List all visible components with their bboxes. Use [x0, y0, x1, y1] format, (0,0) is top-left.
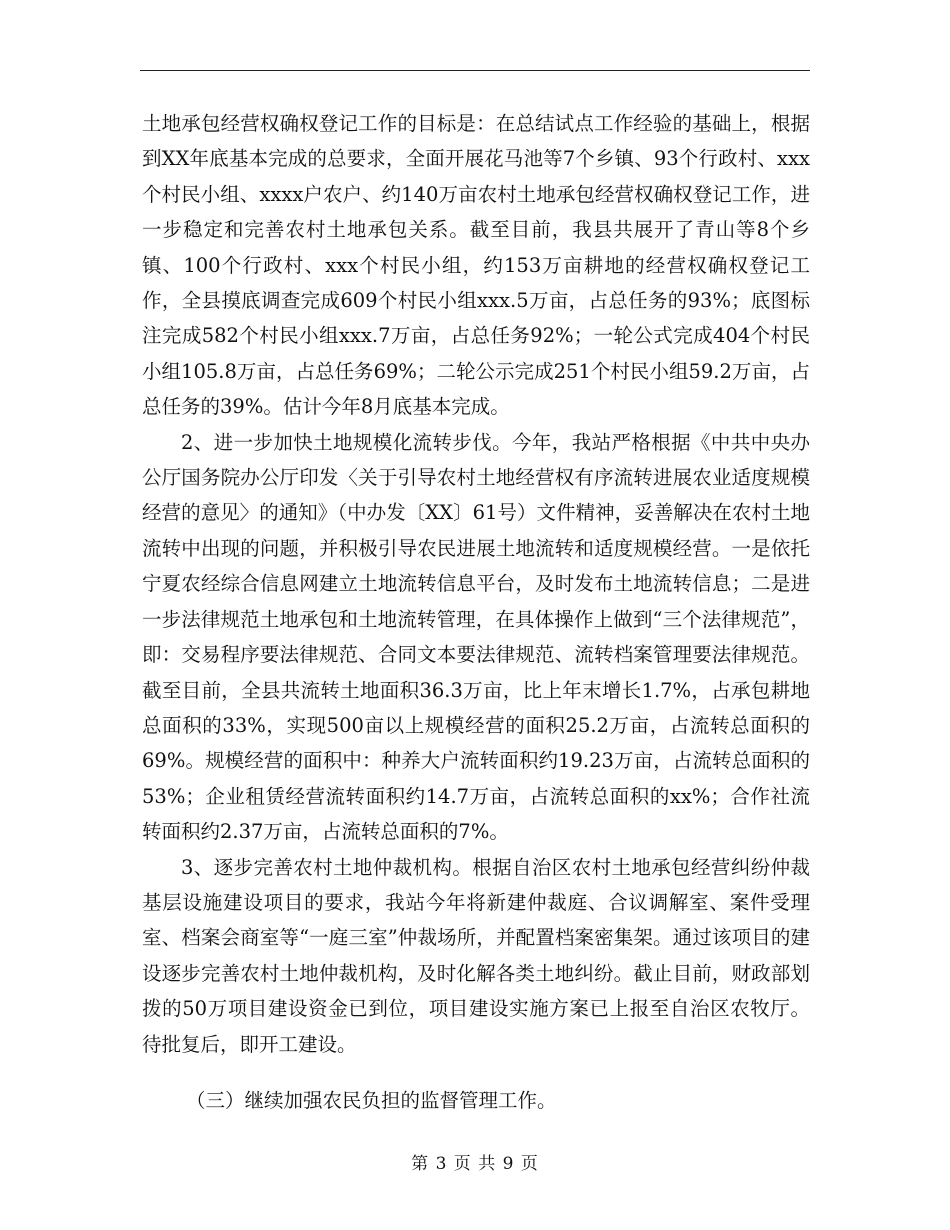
body-paragraph: 2、进一步加快土地规模化流转步伐。今年，我站严格根据《中共中央办公厅国务院办公厅印发〈关于引导农村土地经营权有序流转进展农业适度规模经营的意见〉的通知》（中办发〔XX〕61号）文件精神，妥善解决在农村土地流转中出现的问题，并积极引导农民进展土地流转和适度规模经营。一是依托宁夏农经综合信息网建立土地流转信息平台，及时发布土地流转信息；二是进一步法律规范土地承包和土地流转管理，在具体操作上做到“三个法律规范”，即：交易程序要法律规范、合同文本要法律规范、流转档案管理要法律规范。截至目前，全县共流转土地面积36.3万亩，比上年末增长1.7%，占承包耕地总面积的33%，实现500亩以上规模经营的面积25.2万亩，占流转总面积的69%。规模经营的面积中：种养大户流转面积约19.23万亩，占流转总面积的53%；企业租赁经营流转面积约14.7万亩，占流转总面积的xx%；合作社流转面积约2.37万亩，占流转总面积的7%。: [142, 430, 810, 844]
body-paragraph: 土地承包经营权确权登记工作的目标是：在总结试点工作经验的基础上，根据到XX年底基本完成的总要求，全面开展花马池等7个乡镇、93个行政村、xxx个村民小组、xxxx户农户、约140万亩农村土地承包经营权确权登记工作，进一步稳定和完善农村土地承包关系。截至目前，我县共展开了青山等8个乡镇、100个行政村、xxx个村民小组，约153万亩耕地的经营权确权登记工作，全县摸底调查完成609个村民小组xxx.5万亩，占总任务的93%；底图标注完成582个村民小组xxx.7万亩，占总任务92%；一轮公式完成404个村民小组105.8万亩，占总任务69%；二轮公示完成251个村民小组59.2万亩，占总任务的39%。估计今年8月底基本完成。: [142, 112, 810, 419]
body-paragraph: 3、逐步完善农村土地仲裁机构。根据自治区农村土地承包经营纠纷仲裁基层设施建设项目的要求，我站今年将新建仲裁庭、合议调解室、案件受理室、档案会商室等“一庭三室”仲裁场所，并配置档案密集架。通过该项目的建设逐步完善农村土地仲裁机构，及时化解各类土地纠纷。截止目前，财政部划拨的50万项目建设资金已到位，项目建设实施方案已上报至自治区农牧厅。待批复后，即开工建设。: [142, 855, 810, 1056]
document-body: [142, 106, 810, 1062]
page-number-footer: 第 3 页 共 9 页: [411, 1154, 539, 1174]
section-heading: （三）继续加强农民负担的监督管理工作。: [186, 1089, 557, 1112]
header-rule: [140, 70, 810, 71]
